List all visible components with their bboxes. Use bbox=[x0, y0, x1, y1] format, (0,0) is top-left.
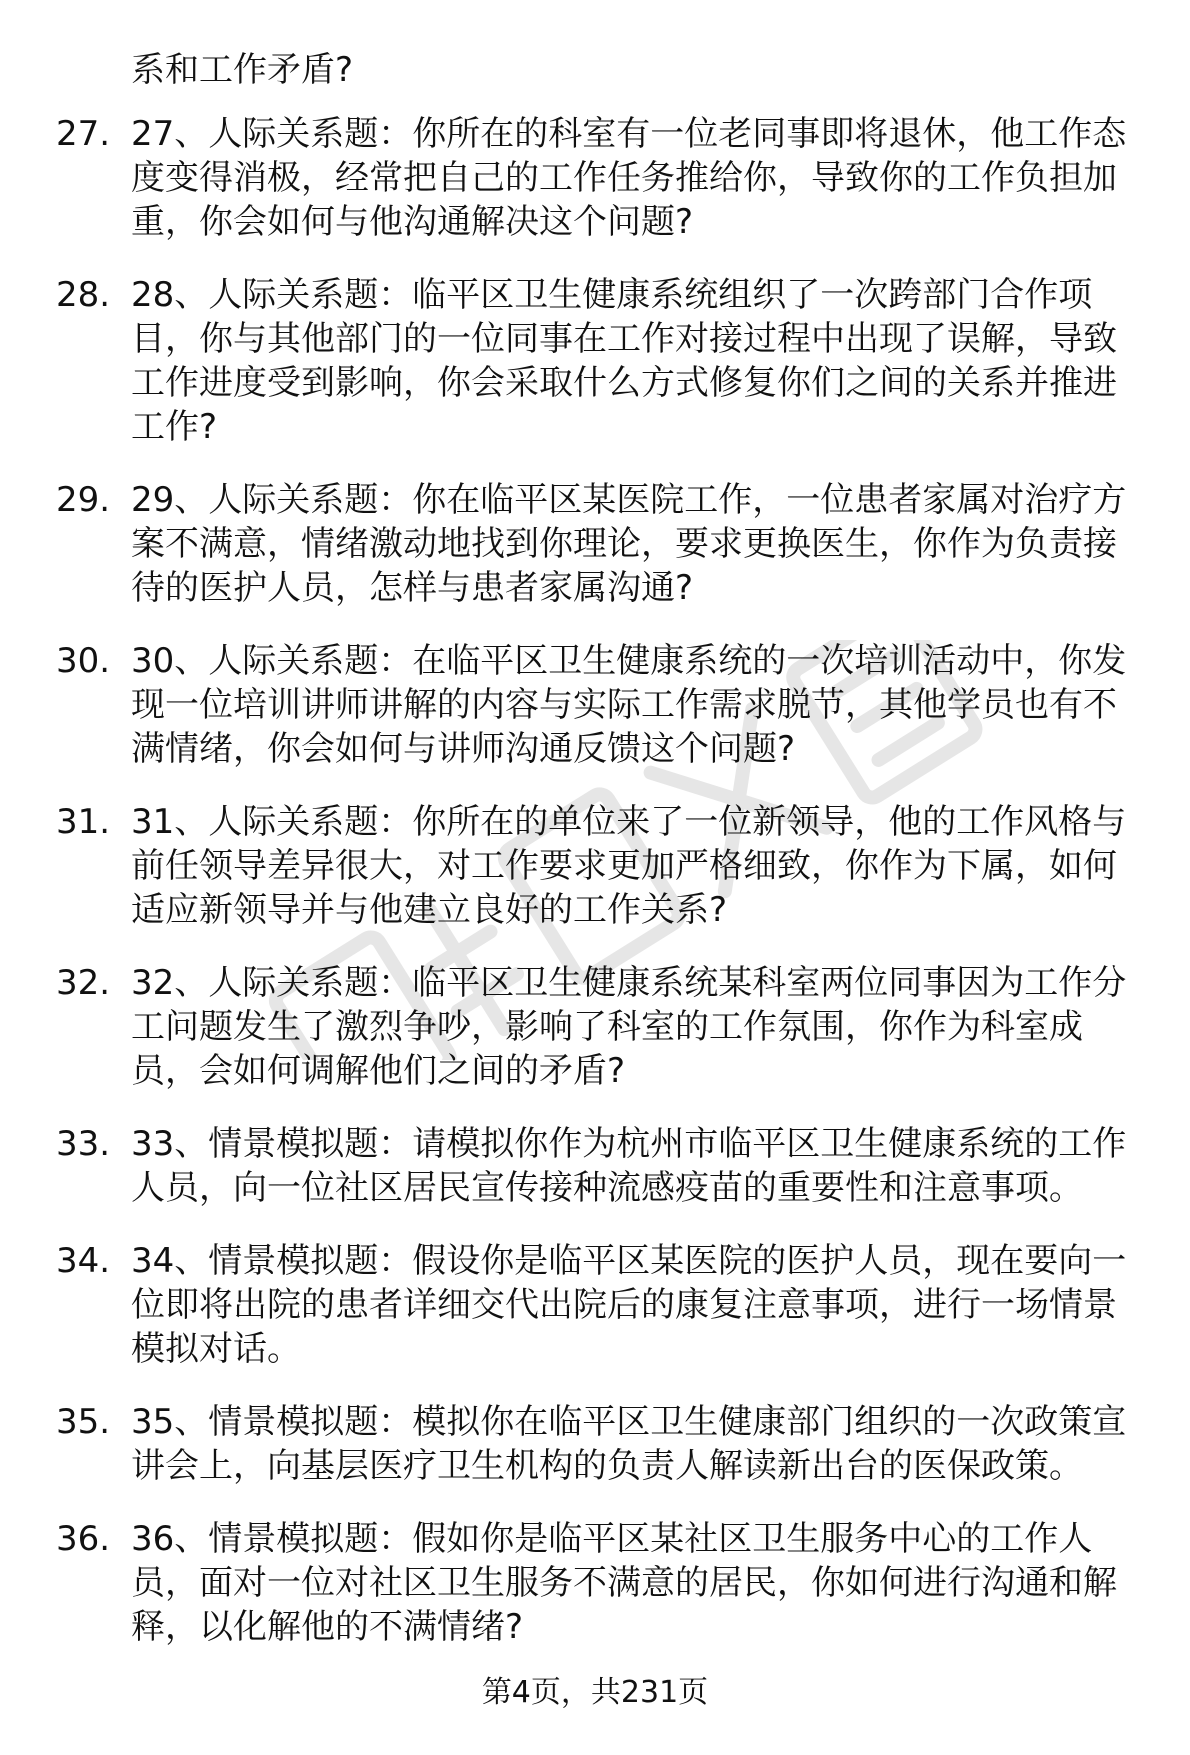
question-number: 36. bbox=[56, 1519, 111, 1559]
question-number: 27. bbox=[56, 114, 111, 154]
list-item bbox=[56, 478, 1146, 610]
list-item bbox=[56, 273, 1146, 449]
question-text: 30、人际关系题：在临平区卫生健康系统的一次培训活动中，你发现一位培训讲师讲解的内容与实际工作需求脱节，其他学员也有不满情绪，你会如何与讲师沟通反馈这个问题? bbox=[131, 641, 1127, 769]
list-item bbox=[56, 1400, 1146, 1488]
question-text: 29、人际关系题：你在临平区某医院工作，一位患者家属对治疗方案不满意，情绪激动地找到你理论，要求更换医生，你作为负责接待的医护人员，怎样与患者家属沟通? bbox=[131, 480, 1127, 608]
question-number: 34. bbox=[56, 1241, 111, 1281]
question-text: 27、人际关系题：你所在的科室有一位老同事即将退休，他工作态度变得消极，经常把自己的工作任务推给你，导致你的工作负担加重，你会如何与他沟通解决这个问题? bbox=[131, 114, 1127, 242]
question-number: 29. bbox=[56, 480, 111, 520]
question-text: 33、情景模拟题：请模拟你作为杭州市临平区卫生健康系统的工作人员，向一位社区居民宣传接种流感疫苗的重要性和注意事项。 bbox=[131, 1124, 1127, 1208]
question-number: 30. bbox=[56, 641, 111, 681]
list-item bbox=[56, 112, 1146, 244]
question-text: 36、情景模拟题：假如你是临平区某社区卫生服务中心的工作人员，面对一位对社区卫生服务不满意的居民，你如何进行沟通和解释，以化解他的不满情绪? bbox=[131, 1519, 1117, 1647]
page-footer: 第4页，共231页 bbox=[481, 1675, 709, 1710]
list-item bbox=[56, 1239, 1146, 1371]
question-number: 32. bbox=[56, 963, 111, 1003]
list-item bbox=[56, 639, 1146, 771]
question-text: 35、情景模拟题：模拟你在临平区卫生健康部门组织的一次政策宣讲会上，向基层医疗卫生机构的负责人解读新出台的医保政策。 bbox=[131, 1402, 1127, 1486]
question-number: 28. bbox=[56, 275, 111, 315]
list-item bbox=[56, 1122, 1146, 1210]
list-item bbox=[56, 800, 1146, 932]
question-text: 31、人际关系题：你所在的单位来了一位新领导，他的工作风格与前任领导差异很大，对工作要求更加严格细致，你作为下属，如何适应新领导并与他建立良好的工作关系? bbox=[131, 802, 1127, 930]
question-text: 28、人际关系题：临平区卫生健康系统组织了一次跨部门合作项目，你与其他部门的一位同事在工作对接过程中出现了误解，导致工作进度受到影响，你会采取什么方式修复你们之间的关系并推进工作? bbox=[131, 275, 1117, 447]
list-item bbox=[56, 1517, 1146, 1649]
continued-question-text: 系和工作矛盾? bbox=[131, 50, 354, 90]
question-number: 33. bbox=[56, 1124, 111, 1164]
question-text: 32、人际关系题：临平区卫生健康系统某科室两位同事因为工作分工问题发生了激烈争吵，影响了科室的工作氛围，你作为科室成员，会如何调解他们之间的矛盾? bbox=[131, 963, 1127, 1091]
question-number: 31. bbox=[56, 802, 111, 842]
question-text: 34、情景模拟题：假设你是临平区某医院的医护人员，现在要向一位即将出院的患者详细交代出院后的康复注意事项，进行一场情景模拟对话。 bbox=[131, 1241, 1127, 1369]
question-list bbox=[56, 112, 1146, 1678]
list-item bbox=[56, 961, 1146, 1093]
question-number: 35. bbox=[56, 1402, 111, 1442]
